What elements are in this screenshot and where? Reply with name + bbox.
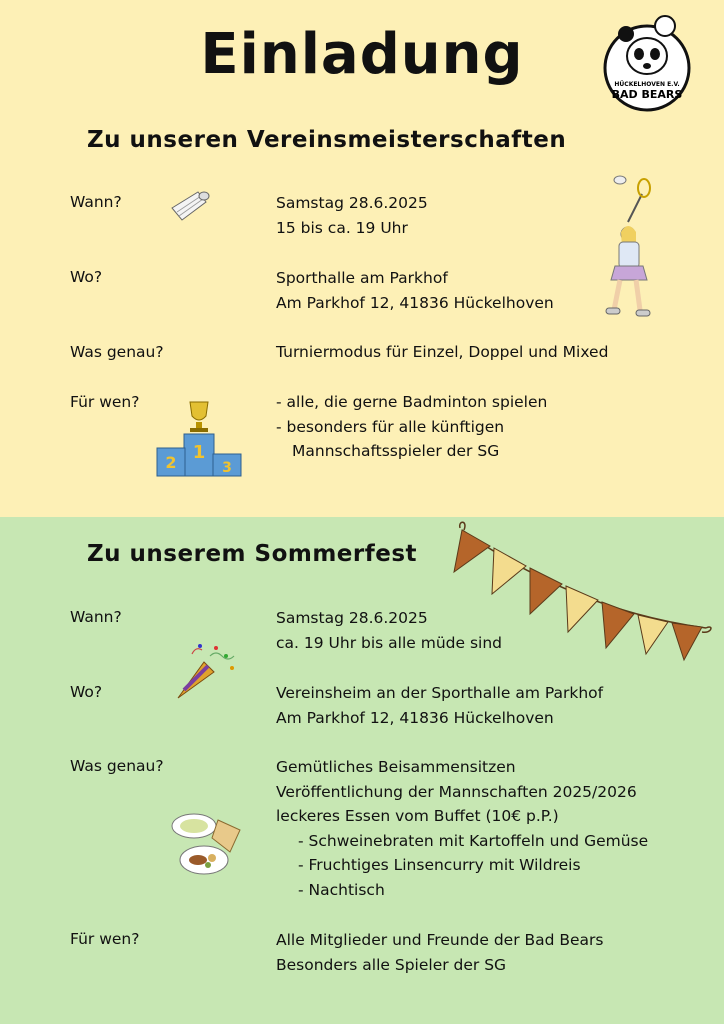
section2-what-line: - Nachtisch: [298, 880, 385, 899]
logo-bottom-text: BAD BEARS: [611, 88, 683, 101]
section2-heading: Zu unserem Sommerfest: [87, 541, 418, 567]
section2-what-line: - Schweinebraten mit Kartoffeln und Gemüse: [298, 831, 649, 850]
section2-when-label: Wann?: [70, 608, 122, 626]
section1-where-line: Am Parkhof 12, 41836 Hückelhoven: [276, 293, 554, 312]
section2-what-value: [276, 755, 648, 902]
food-plates-illustration: [168, 808, 246, 882]
podium-trophy-illustration: [154, 398, 244, 480]
bad-bears-logo: [602, 14, 692, 114]
section2-what-label: Was genau?: [70, 757, 164, 775]
section1-what-label: Was genau?: [70, 343, 164, 361]
section2-what-line: leckeres Essen vom Buffet (10€ p.P.): [276, 807, 559, 825]
section1-where-value: [276, 266, 554, 315]
section2-where-value: [276, 681, 603, 730]
party-popper-illustration: [170, 636, 242, 702]
section1-who-line: - besonders für alle künftigen: [276, 417, 505, 436]
section1-who-line: Mannschaftsspieler der SG: [292, 442, 500, 460]
section1-who-value: [276, 390, 547, 464]
section1-what-line: Turniermodus für Einzel, Doppel und Mixed: [276, 343, 609, 361]
badminton-player-illustration: [600, 172, 660, 328]
podium-place-1: 1: [192, 442, 206, 463]
section2-who-line: Alle Mitglieder und Freunde der Bad Bears: [276, 931, 604, 949]
shuttlecock-icon: [168, 186, 212, 226]
podium-place-3: 3: [222, 460, 232, 476]
section2-what-line: Gemütliches Beisammensitzen: [276, 758, 516, 776]
section2-when-line: ca. 19 Uhr bis alle müde sind: [276, 633, 502, 652]
section1-when-line: 15 bis ca. 19 Uhr: [276, 218, 408, 237]
section1-where-label: Wo?: [70, 268, 103, 286]
podium-place-2: 2: [165, 453, 177, 472]
section1-when-line: Samstag 28.6.2025: [276, 194, 428, 212]
section2-who-value: [276, 928, 604, 977]
section2-what-line: Veröffentlichung der Mannschaften 2025/2026: [276, 782, 637, 801]
section1-who-label: Für wen?: [70, 393, 140, 411]
section2-who-line: Besonders alle Spieler der SG: [276, 955, 507, 974]
section1-when-label: Wann?: [70, 193, 122, 211]
section2-who-label: Für wen?: [70, 930, 140, 948]
section1-heading: Zu unseren Vereinsmeisterschaften: [87, 127, 567, 153]
section1-when-value: [276, 191, 428, 240]
section1-where-line: Sporthalle am Parkhof: [276, 269, 448, 287]
logo-top-text: HÜCKELHOVEN E.V.: [614, 81, 680, 88]
section1-what-value: [276, 340, 608, 365]
section2-where-line: Am Parkhof 12, 41836 Hückelhoven: [276, 708, 554, 727]
bunting-garland-illustration: [444, 520, 714, 680]
section2-when-line: Samstag 28.6.2025: [276, 609, 428, 627]
section1-who-line: - alle, die gerne Badminton spielen: [276, 393, 548, 411]
page-title: Einladung: [200, 22, 524, 87]
section2-what-line: - Fruchtiges Linsencurry mit Wildreis: [298, 856, 581, 874]
section2-where-label: Wo?: [70, 683, 103, 701]
section2-where-line: Vereinsheim an der Sporthalle am Parkhof: [276, 684, 604, 702]
